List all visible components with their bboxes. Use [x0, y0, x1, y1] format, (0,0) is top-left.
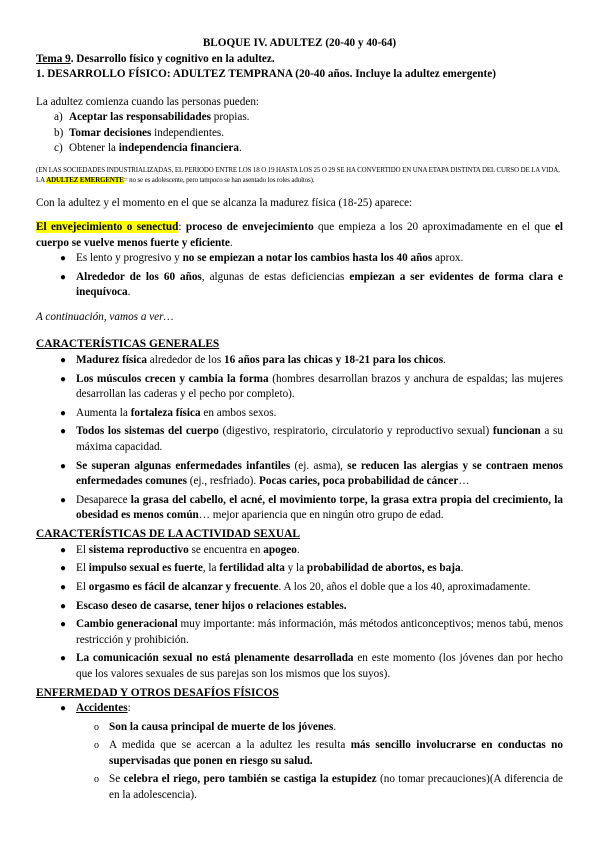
list-item: ● El sistema reproductivo se encuentra en apogeo. [60, 543, 300, 556]
enfermedad-list [36, 701, 563, 717]
heading-generales: CARACTERÍSTICAS GENERALES [36, 338, 220, 351]
tema-line [36, 52, 563, 68]
list-item: ● Escaso deseo de casarse, tener hijos o relaciones estables. [60, 599, 347, 612]
accidentes-sublist [36, 720, 563, 804]
list-item: ● La comunicación sexual no está plenamente desarrollada en este momento (los jóvenes dan por hecho que los valores sexuales de sus parejas son los mismos que los suyos). [60, 652, 563, 680]
list-item: ● Madurez física alrededor de los 16 años para las chicas y 18-21 para los chicos. [60, 353, 446, 366]
envejecimiento-list [36, 251, 563, 301]
heading-enfermedad: ENFERMEDAD Y OTROS DESAFÍOS FÍSICOS [36, 686, 279, 699]
list-item: ● Aumenta la fortaleza física en ambos sexos. [60, 406, 277, 419]
list-item: ● Es lento y progresivo y no se empiezan a notar los cambios hasta los 40 años aprox. [60, 252, 464, 264]
document-page [36, 36, 563, 806]
continuation-text: A continuación, vamos a ver… [36, 310, 174, 323]
highlight: ADULTEZ EMERGENTE [46, 177, 124, 184]
section-heading: 1. DESARROLLO FÍSICO: ADULTEZ TEMPRANA (20-40 años. Incluye la adultez emergente) [36, 68, 496, 80]
highlight: El envejecimiento o senectud [36, 221, 179, 233]
envejecimiento-para: El envejecimiento o senectud: proceso de envejecimiento que empieza a los 20 aproximadamente en el que el cuerpo se vuelve menos fuerte y eficiente. [36, 221, 563, 249]
list-item: c) Obtener la independencia financiera. [54, 142, 242, 154]
page-title: BLOQUE IV. ADULTEZ (20-40 y 40-64) [202, 37, 397, 49]
generales-list [36, 353, 563, 524]
list-item: a) Aceptar las responsabilidades propias. [54, 111, 250, 123]
list-item: o A medida que se acercan a la adultez les resulta más sencillo involucrarse en conductas no supervisadas que ponen en riesgo su salud. [94, 739, 563, 767]
tema-label: Tema 9 [36, 52, 71, 65]
list-item: ● Todos los sistemas del cuerpo (digestivo, respiratorio, circulatorio y reproductivo sexual) funcionan a su máxima capacidad. [60, 425, 563, 453]
tema-text: . Desarrollo físico y cognitivo en la adultez. [70, 52, 275, 65]
list-item: ● Se superan algunas enfermedades infantiles (ej. asma), se reducen las alergias y se contraen menos enfermedades comunes (ej., resfriado). Pocas caries, poca probabilidad de cáncer… [60, 459, 563, 488]
list-item: ● Los músculos crecen y cambia la forma (hombres desarrollan brazos y anchura de espaldas; las mujeres desarrollan las caderas y el pecho por completo). [60, 372, 563, 401]
list-item: ● Alrededor de los 60 años, algunas de estas deficiencias empiezan a ser evidentes de forma clara e inequívoca. [60, 270, 563, 299]
list-item: ● Accidentes: [60, 702, 131, 715]
note-text: (EN LAS SOCIEDADES INDUSTRIALIZADAS, EL PERIODO ENTRE LOS 18 O 19 HASTA LOS 25 O 29 SE HA CONVERTIDO EN UNA ETAPA DISTINTA DEL CURSO DE LA VIDA, LA ADULTEZ EMERGENTE= no se es adolescente, pero tampoco se han asentado los roles adultos). [36, 166, 560, 184]
list-item: ● El orgasmo es fácil de alcanzar y frecuente. A los 20, años el doble que a los 40, aproximadamente. [60, 580, 531, 593]
list-item: ● El impulso sexual es fuerte, la fertilidad alta y la probabilidad de abortos, es baja. [60, 562, 464, 575]
intro-list [36, 110, 563, 157]
madurez-text: Con la adultez y el momento en el que se alcanza la madurez física (18-25) aparece: [36, 196, 413, 209]
heading-sexual: CARACTERÍSTICAS DE LA ACTIVIDAD SEXUAL [36, 528, 300, 540]
list-item: ● Desaparece la grasa del cabello, el acné, el movimiento torpe, la grasa extra propia del crecimiento, la obesidad es menos común… mejor apariencia que en ningún otro grupo de edad. [60, 493, 564, 522]
sexual-list [36, 543, 563, 683]
list-item: b) Tomar decisiones independientes. [54, 126, 225, 139]
list-item: o Son la causa principal de muerte de los jóvenes. [94, 720, 337, 733]
intro-text: La adultez comienza cuando las personas pueden: [36, 95, 260, 108]
list-item: o Se celebra el riego, pero también se castiga la estupidez (no tomar precauciones)(A diferencia de en la adolescencia). [94, 773, 564, 801]
list-item: ● Cambio generacional muy importante: más información, más métodos anticonceptivos; menos tabú, menos restricción y prohibición. [60, 618, 563, 646]
